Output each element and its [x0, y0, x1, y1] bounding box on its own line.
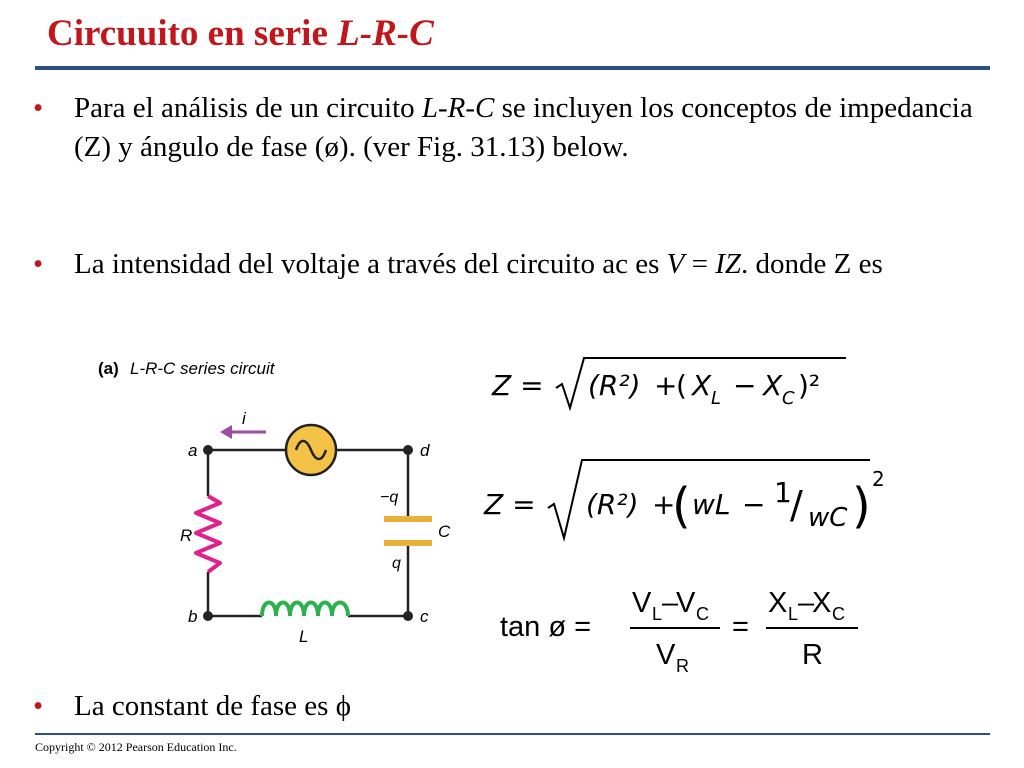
inductor-label: L [299, 627, 309, 646]
eq3-den1-vsub: R [676, 656, 689, 676]
eq3-den1-v: V [656, 639, 676, 671]
bullet-text-2 [74, 245, 964, 284]
title-text: Circuuito en serie [47, 13, 338, 54]
bullet-2-italic: V [666, 248, 685, 280]
title-divider [35, 66, 990, 70]
current-label: i [242, 409, 246, 428]
eq1-xc: X [763, 369, 783, 402]
eq3-num1-v: V [632, 587, 652, 619]
bullet-1-italic: L-R-C [421, 92, 495, 124]
eq3-num2-x2: X [812, 587, 832, 619]
eq3-num1-v2: V [676, 587, 696, 619]
bullet-text-1 [74, 89, 1004, 167]
bullet-2-part: . donde Z es [741, 248, 883, 280]
resistor-icon [196, 496, 220, 572]
inductor-icon [262, 603, 348, 617]
bullet-1-part: Para el análisis de un circuito [74, 92, 422, 124]
bullet-marker: • [33, 248, 44, 280]
eq1-open: ( [676, 369, 687, 402]
eq1-plus: + [654, 369, 678, 402]
eq1-xc-sub: C [782, 388, 795, 409]
eq3-num1-v2sub: C [696, 604, 709, 624]
eq1-xl-sub: L [711, 388, 722, 409]
eq2-close: ) [852, 478, 871, 534]
copyright-text: Copyright © 2012 Pearson Education Inc. [35, 740, 237, 754]
ac-source-icon [286, 425, 336, 475]
eq2-slash: / [790, 483, 803, 527]
eq3-num2-x2sub: C [832, 604, 845, 624]
eq3-equals: = [732, 611, 749, 643]
eq2-plus: + [652, 488, 676, 521]
eq3-num1-dash: – [662, 587, 679, 619]
eq1-r2: (R²) [588, 369, 641, 402]
figure-caption: L-R-C series circuit [130, 359, 275, 378]
charge-neg-label: −q [380, 489, 399, 506]
eq3-den2: R [802, 639, 823, 671]
eq2-exp: 2 [872, 467, 885, 491]
node-b-label: b [188, 607, 198, 626]
eq2-wl: wL [692, 488, 731, 521]
eq1-minus: − [733, 369, 757, 402]
bullet-marker: • [33, 690, 44, 722]
eq3-lhs: tan ø = [500, 611, 592, 643]
phase-angle-equation [496, 578, 896, 678]
title-italic-text: L-R-C [337, 13, 434, 54]
eq3-num2-xsub: L [788, 604, 799, 624]
bullet-1-part: se incluyen los conceptos de impedancia (Z) y ángulo de fase (ø). (ver Fig. 31.13) below. [74, 92, 973, 163]
slide-title [47, 12, 434, 55]
eq2-minus: − [742, 488, 766, 521]
eq1-lhs: Z = [492, 369, 544, 402]
eq3-num1-vsub: L [652, 604, 663, 624]
capacitor-label: C [438, 522, 451, 541]
footer-divider [35, 733, 990, 735]
lrc-circuit-figure [90, 350, 470, 650]
eq3-num2-dash: – [798, 587, 815, 619]
node-c-label: c [420, 607, 429, 626]
eq1-close: )² [798, 369, 821, 402]
impedance-equation [488, 352, 858, 412]
bullet-text-3: La constant de fase es ϕ [74, 690, 351, 722]
eq2-open: ( [672, 478, 691, 534]
bullet-2-italic: IZ [715, 248, 742, 280]
capacitor-icon [384, 516, 432, 546]
charge-pos-label: q [392, 555, 401, 572]
resistor-label: R [180, 526, 193, 545]
impedance-omega-equation [480, 452, 890, 544]
bullet-marker: • [33, 92, 44, 124]
eq3-num2-x: X [768, 587, 788, 619]
node-a-label: a [188, 441, 198, 460]
eq2-wc: wC [808, 503, 848, 533]
node-d-label: d [420, 441, 430, 460]
eq2-r2: (R²) [586, 488, 639, 521]
eq1-xl: X [692, 369, 712, 402]
figure-caption-letter: (a) [98, 359, 119, 378]
bullet-2-part: La intensidad del voltaje a través del circuito ac es [74, 248, 667, 280]
eq2-lhs: Z = [484, 488, 536, 521]
eq2-one: 1 [774, 476, 792, 509]
bullet-2-part: = [684, 248, 716, 280]
